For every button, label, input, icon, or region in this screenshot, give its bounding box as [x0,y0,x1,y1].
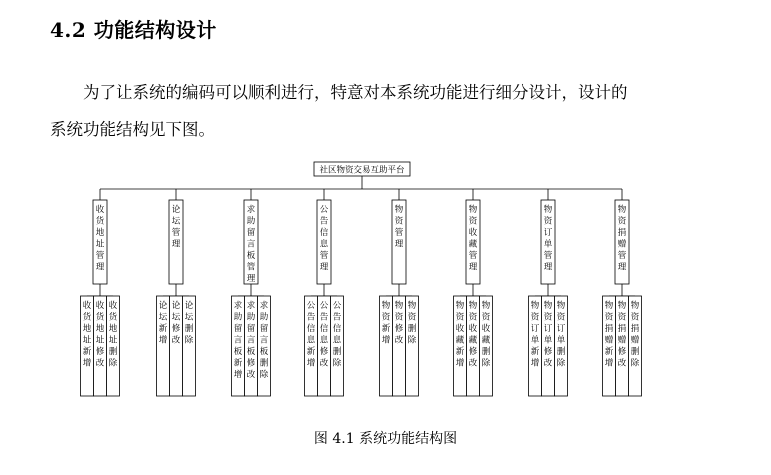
leaf-node [331,296,344,396]
leaf-node [81,296,94,396]
leaf-node [245,296,258,396]
root-node-label: 社区物资交易互助平台 [319,165,405,176]
module-node [169,200,183,284]
leaf-node-label: 物资收藏修改 [468,301,478,369]
leaf-node-label: 公告信息修改 [319,301,329,369]
root-node [314,162,410,176]
leaf-node [529,296,542,396]
leaf-node [258,296,271,396]
leaf-node [318,296,331,396]
leaf-node-label: 求助留言板新增 [233,301,243,380]
module-node [244,200,258,284]
leaf-node [480,296,493,396]
module-node [541,200,555,284]
module-node [466,200,480,284]
leaf-node-label: 物资捐赠修改 [617,301,627,369]
leaf-node-label: 求助留言板修改 [246,301,256,380]
leaf-node-label: 求助留言板删除 [259,301,269,380]
module-node-label: 物资订单管理 [543,205,553,273]
paragraph-line-2: 系统功能结构见下图。 [50,120,215,139]
leaf-node [183,296,196,396]
leaf-node [542,296,555,396]
leaf-node [629,296,642,396]
leaf-node-label: 物资新增 [381,301,391,346]
leaf-node-label: 物资捐赠新增 [604,301,614,369]
figure-caption: 图 4.1 系统功能结构图 [313,431,458,447]
leaf-node-label: 物资订单删除 [556,301,566,369]
module-node [317,200,331,284]
leaf-node [170,296,183,396]
leaf-node [393,296,406,396]
leaf-node-label: 物资订单新增 [530,301,540,369]
module-node-label: 论坛管理 [171,205,181,250]
leaf-node-label: 收货地址新增 [82,301,92,369]
leaf-node [94,296,107,396]
leaf-node-label: 物资捐赠删除 [630,301,640,369]
module-node-label: 求助留言板管理 [246,205,256,284]
module-node-label: 收货地址管理 [95,205,105,273]
leaf-node [232,296,245,396]
leaf-node-label: 论坛修改 [171,301,181,346]
module-node-label: 物资收藏管理 [468,205,478,273]
leaf-node-label: 论坛新增 [158,301,168,346]
leaf-node [107,296,120,396]
section-heading: 4.2 功能结构设计 [50,18,217,42]
leaf-node [305,296,318,396]
leaf-node [467,296,480,396]
leaf-node [603,296,616,396]
leaf-node-label: 公告信息新增 [306,301,316,369]
module-node-label: 物资捐赠管理 [617,205,627,273]
leaf-node [616,296,629,396]
leaf-node-label: 收货地址删除 [108,301,118,369]
leaf-node [406,296,419,396]
leaf-node [380,296,393,396]
leaf-node-label: 物资订单修改 [543,301,553,369]
module-node [93,200,107,284]
module-node [392,200,406,284]
paragraph-line-1: 为了让系统的编码可以顺利进行，特意对本系统功能进行细分设计，设计的 [83,83,628,102]
leaf-node-label: 公告信息删除 [332,301,342,369]
leaf-node-label: 论坛删除 [184,301,194,346]
module-node-label: 物资管理 [394,205,404,250]
leaf-node [555,296,568,396]
leaf-node [157,296,170,396]
leaf-node-label: 物资收藏删除 [481,301,491,369]
leaf-node-label: 物资收藏新增 [455,301,465,369]
leaf-node-label: 物资修改 [394,301,404,346]
module-node-label: 公告信息管理 [319,205,329,273]
module-node [615,200,629,284]
leaf-node-label: 物资删除 [407,301,417,346]
leaf-node-label: 收货地址修改 [95,301,105,369]
leaf-node [454,296,467,396]
